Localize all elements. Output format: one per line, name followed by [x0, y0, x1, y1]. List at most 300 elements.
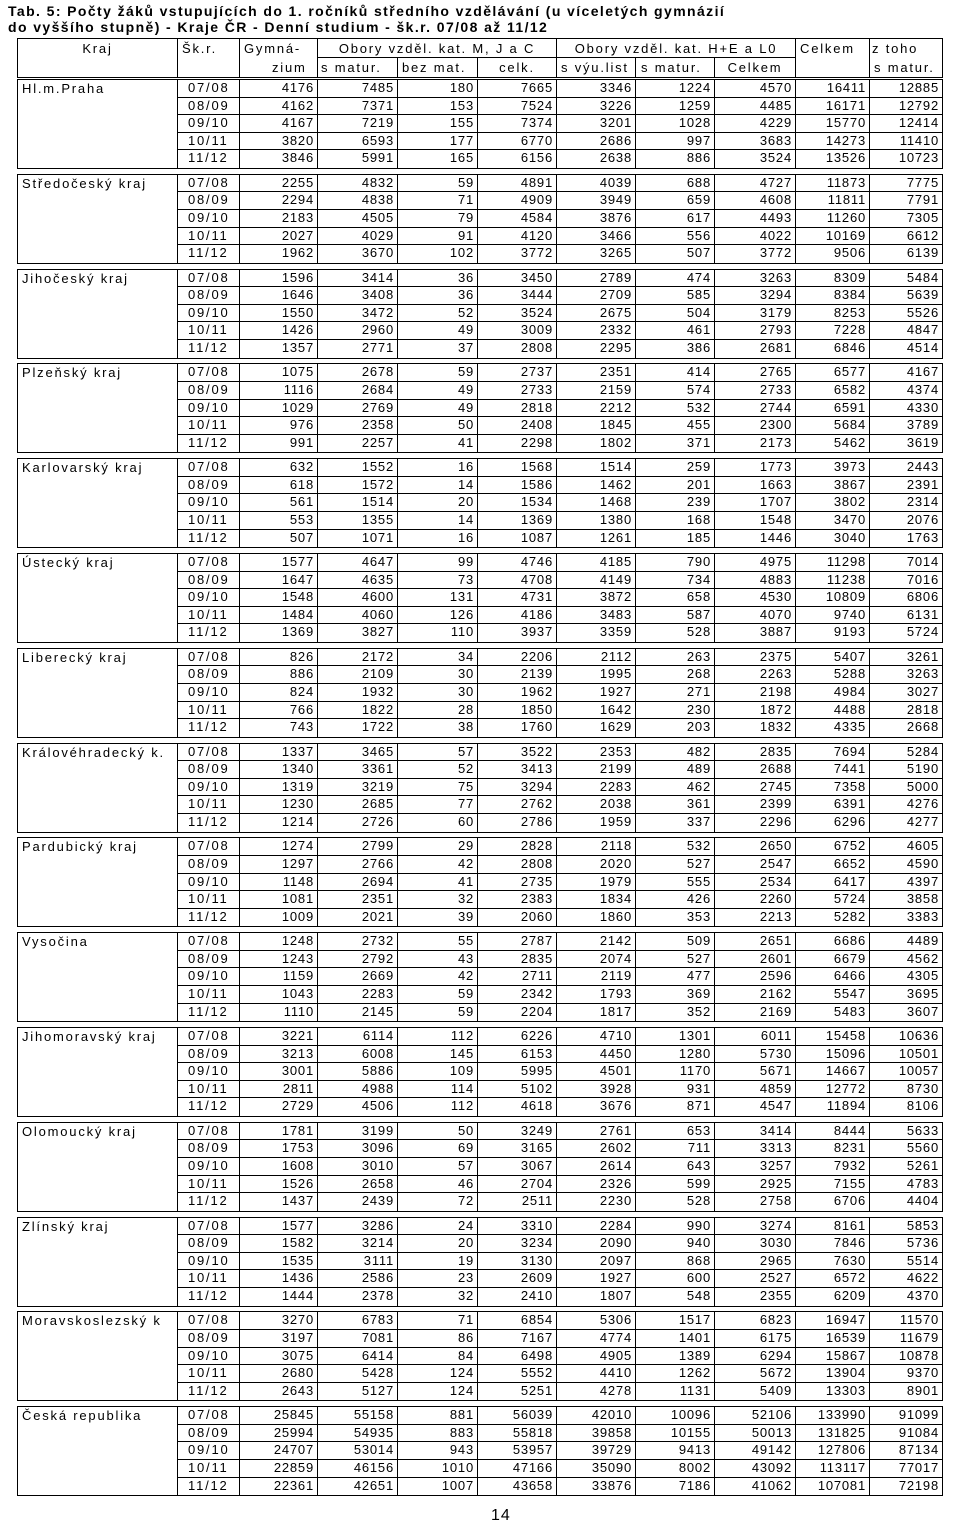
cell-school-year: 10/11: [178, 1460, 240, 1477]
cell-mjc-bez-mat: 59: [398, 175, 478, 192]
cell-mjc-s-matur: 55158: [318, 1407, 398, 1424]
cell-hel-s-vyu-list: 2351: [557, 364, 636, 381]
cell-z-toho-s-matur: 5190: [906, 761, 939, 777]
region-block: [17, 1122, 943, 1212]
cell-celkem: 6752: [796, 838, 870, 855]
table-row: [178, 245, 942, 263]
cell-school-year: 07/08: [178, 1312, 240, 1329]
cell-mjc-s-matur: 6414: [318, 1348, 398, 1365]
cell-school-year: 09/10: [178, 1253, 240, 1270]
cell-z-toho-s-matur: 12885: [898, 80, 939, 95]
region-name: Ústecký kraj: [18, 554, 178, 642]
cell-z-toho-s-matur: 3027: [906, 683, 939, 699]
cell-mjc-celk: 4731: [478, 589, 557, 606]
cell-school-year: 09/10: [178, 494, 240, 511]
cell-mjc-bez-mat: 60: [398, 814, 478, 832]
cell-gymnazium: 632: [240, 459, 318, 476]
cell-mjc-celk: 56039: [478, 1407, 557, 1424]
cell-mjc-bez-mat: 50: [398, 417, 478, 434]
cell-z-toho-s-matur: 10501: [898, 1045, 939, 1061]
cell-z-toho-s-matur: 4590: [906, 855, 939, 871]
cell-mjc-celk: 2818: [478, 400, 557, 417]
table-row: [178, 1442, 942, 1460]
cell-mjc-s-matur: 2799: [318, 838, 398, 855]
cell-school-year: 11/12: [178, 909, 240, 927]
cell-hel-celkem: 4530: [715, 589, 796, 606]
cell-mjc-bez-mat: 75: [398, 779, 478, 796]
cell-mjc-celk: 4120: [478, 228, 557, 245]
cell-hel-s-vyu-list: 4774: [557, 1330, 636, 1347]
cell-z-toho-s-matur: 10636: [898, 1027, 939, 1043]
cell-celkem: 16539: [796, 1330, 870, 1347]
cell-hel-celkem: 43092: [715, 1460, 796, 1477]
cell-hel-celkem: 4727: [715, 175, 796, 192]
cell-celkem: 8161: [796, 1218, 870, 1235]
cell-mjc-bez-mat: 41: [398, 435, 478, 453]
cell-z-toho-s-matur: 5633: [906, 1122, 939, 1138]
cell-gymnazium: 2811: [240, 1081, 318, 1098]
cell-mjc-bez-mat: 16: [398, 459, 478, 476]
cell-z-toho-s-matur: 3789: [906, 417, 939, 433]
cell-gymnazium: 1075: [240, 364, 318, 381]
cell-school-year: 11/12: [178, 340, 240, 358]
cell-hel-s-matur: 532: [636, 838, 715, 855]
header-hel-s-vyu-list: s výu.list: [557, 58, 636, 77]
region-rows: [178, 838, 942, 926]
table-row: [178, 305, 942, 323]
cell-mjc-celk: 3009: [478, 322, 557, 339]
cell-hel-s-matur: 931: [636, 1081, 715, 1098]
cell-celkem: 9193: [796, 624, 870, 642]
cell-mjc-celk: 1586: [478, 477, 557, 494]
cell-hel-s-vyu-list: 3676: [557, 1098, 636, 1116]
cell-mjc-bez-mat: 72: [398, 1193, 478, 1211]
cell-hel-s-vyu-list: 2112: [557, 649, 636, 666]
table-row: [178, 1004, 942, 1022]
cell-mjc-bez-mat: 24: [398, 1218, 478, 1235]
cell-mjc-celk: 53957: [478, 1442, 557, 1459]
cell-hel-s-matur: 263: [636, 649, 715, 666]
cell-mjc-s-matur: 2283: [318, 986, 398, 1003]
table-row: [178, 417, 942, 435]
cell-z-toho-s-matur: 4370: [906, 1287, 939, 1303]
cell-z-toho-s-matur: 6612: [906, 227, 939, 243]
table-row: [178, 512, 942, 530]
cell-hel-celkem: 2173: [715, 435, 796, 453]
region-rows: [178, 554, 942, 642]
cell-z-toho-s-matur: 6806: [906, 589, 939, 605]
cell-hel-s-vyu-list: 4501: [557, 1063, 636, 1080]
cell-mjc-celk: 5251: [478, 1383, 557, 1401]
cell-hel-s-vyu-list: 3876: [557, 210, 636, 227]
cell-z-toho-s-matur: 72198: [898, 1477, 939, 1493]
cell-hel-s-vyu-list: 2097: [557, 1253, 636, 1270]
cell-hel-celkem: 3263: [715, 270, 796, 287]
cell-gymnazium: 2294: [240, 192, 318, 209]
cell-hel-celkem: 3030: [715, 1235, 796, 1252]
cell-gymnazium: 1029: [240, 400, 318, 417]
cell-hel-s-matur: 548: [636, 1288, 715, 1306]
cell-school-year: 07/08: [178, 649, 240, 666]
cell-school-year: 07/08: [178, 744, 240, 761]
cell-gymnazium: 4176: [240, 80, 318, 97]
cell-mjc-celk: 43658: [478, 1478, 557, 1496]
cell-hel-s-matur: 203: [636, 719, 715, 737]
cell-hel-s-vyu-list: 1462: [557, 477, 636, 494]
cell-hel-s-vyu-list: 35090: [557, 1460, 636, 1477]
header-gymnazium: [240, 39, 318, 77]
cell-gymnazium: 3820: [240, 133, 318, 150]
cell-mjc-s-matur: 6783: [318, 1312, 398, 1329]
cell-hel-celkem: 2260: [715, 891, 796, 908]
cell-z-toho-s-matur: 7305: [906, 209, 939, 225]
cell-z-toho-s-matur: 4605: [906, 838, 939, 854]
cell-hel-celkem: 3772: [715, 245, 796, 263]
cell-mjc-celk: 1568: [478, 459, 557, 476]
cell-hel-s-vyu-list: 2638: [557, 150, 636, 168]
cell-school-year: 07/08: [178, 80, 240, 97]
cell-hel-s-matur: 527: [636, 951, 715, 968]
region-name: Jihočeský kraj: [18, 270, 178, 358]
table-row: [178, 80, 942, 98]
cell-mjc-s-matur: 2685: [318, 796, 398, 813]
cell-hel-s-vyu-list: 1834: [557, 891, 636, 908]
cell-hel-celkem: 2835: [715, 744, 796, 761]
region-rows: [178, 459, 942, 547]
cell-hel-celkem: 2355: [715, 1288, 796, 1306]
cell-celkem: 4488: [796, 702, 870, 719]
cell-school-year: 11/12: [178, 1098, 240, 1116]
cell-z-toho-s-matur: 12414: [898, 115, 939, 131]
header-group-mjc: Obory vzděl. kat. M, J a C: [318, 39, 557, 58]
cell-mjc-s-matur: 4832: [318, 175, 398, 192]
cell-mjc-s-matur: 1514: [318, 494, 398, 511]
cell-mjc-celk: 5102: [478, 1081, 557, 1098]
cell-mjc-bez-mat: 79: [398, 210, 478, 227]
header-z-toho: [870, 39, 942, 77]
region-block: [17, 1217, 943, 1307]
cell-gymnazium: 1437: [240, 1193, 318, 1211]
region-name: Liberecký kraj: [18, 649, 178, 737]
cell-z-toho-s-matur: 7016: [906, 571, 939, 587]
cell-mjc-bez-mat: 73: [398, 572, 478, 589]
cell-school-year: 10/11: [178, 1270, 240, 1287]
cell-mjc-celk: 3234: [478, 1235, 557, 1252]
cell-z-toho-s-matur: 5560: [906, 1140, 939, 1156]
cell-school-year: 08/09: [178, 856, 240, 873]
cell-hel-s-vyu-list: 2284: [557, 1218, 636, 1235]
cell-mjc-s-matur: 2257: [318, 435, 398, 453]
cell-mjc-bez-mat: 49: [398, 322, 478, 339]
cell-hel-s-vyu-list: 1514: [557, 459, 636, 476]
cell-mjc-celk: 2828: [478, 838, 557, 855]
cell-celkem: 11811: [796, 192, 870, 209]
table-row: [178, 968, 942, 986]
table-row: [178, 400, 942, 418]
cell-school-year: 09/10: [178, 1063, 240, 1080]
cell-mjc-bez-mat: 180: [398, 80, 478, 97]
cell-hel-celkem: 2399: [715, 796, 796, 813]
cell-gymnazium: 1548: [240, 589, 318, 606]
cell-celkem: 7441: [796, 761, 870, 778]
cell-z-toho-s-matur: 91084: [898, 1424, 939, 1440]
cell-z-toho-s-matur: 5484: [906, 269, 939, 285]
cell-school-year: 09/10: [178, 779, 240, 796]
cell-celkem: 7358: [796, 779, 870, 796]
cell-celkem: 107081: [796, 1478, 870, 1496]
cell-mjc-celk: 2060: [478, 909, 557, 927]
cell-hel-s-matur: 1224: [636, 80, 715, 97]
cell-hel-s-matur: 585: [636, 287, 715, 304]
cell-hel-s-matur: 168: [636, 512, 715, 529]
cell-mjc-s-matur: 4635: [318, 572, 398, 589]
cell-gymnazium: 1577: [240, 1218, 318, 1235]
cell-school-year: 09/10: [178, 589, 240, 606]
cell-hel-celkem: 3274: [715, 1218, 796, 1235]
cell-gymnazium: 1436: [240, 1270, 318, 1287]
cell-hel-celkem: 2744: [715, 400, 796, 417]
cell-mjc-s-matur: 2145: [318, 1004, 398, 1022]
region-block: [17, 458, 943, 548]
cell-mjc-s-matur: 7219: [318, 115, 398, 132]
cell-hel-s-vyu-list: 2789: [557, 270, 636, 287]
region-rows: [178, 80, 942, 168]
cell-school-year: 10/11: [178, 702, 240, 719]
cell-gymnazium: 2255: [240, 175, 318, 192]
cell-mjc-celk: 4618: [478, 1098, 557, 1116]
cell-hel-s-matur: 489: [636, 761, 715, 778]
cell-school-year: 08/09: [178, 1140, 240, 1157]
cell-hel-s-matur: 940: [636, 1235, 715, 1252]
cell-mjc-celk: 3310: [478, 1218, 557, 1235]
cell-hel-s-matur: 997: [636, 133, 715, 150]
cell-hel-celkem: 4975: [715, 554, 796, 571]
cell-hel-s-matur: 711: [636, 1140, 715, 1157]
cell-hel-s-matur: 10096: [636, 1407, 715, 1424]
cell-mjc-celk: 5552: [478, 1365, 557, 1382]
cell-mjc-celk: 6854: [478, 1312, 557, 1329]
table-row: [178, 133, 942, 151]
cell-mjc-bez-mat: 71: [398, 1312, 478, 1329]
cell-mjc-s-matur: 4600: [318, 589, 398, 606]
cell-mjc-bez-mat: 37: [398, 340, 478, 358]
cell-mjc-s-matur: 53014: [318, 1442, 398, 1459]
table-row: [178, 761, 942, 779]
cell-hel-s-matur: 527: [636, 856, 715, 873]
cell-hel-s-vyu-list: 2614: [557, 1158, 636, 1175]
cell-gymnazium: 1116: [240, 382, 318, 399]
cell-mjc-celk: 4708: [478, 572, 557, 589]
page-title-line2: do vyššího stupně) - Kraje ČR - Denní studium - šk.r. 07/08 až 11/12: [8, 19, 549, 35]
cell-z-toho-s-matur: 1763: [906, 529, 939, 545]
table-row: [178, 364, 942, 382]
table-row: [178, 1235, 942, 1253]
cell-celkem: 13904: [796, 1365, 870, 1382]
cell-mjc-celk: 1087: [478, 530, 557, 548]
cell-hel-celkem: 2198: [715, 684, 796, 701]
cell-hel-celkem: 2300: [715, 417, 796, 434]
table-row: [178, 589, 942, 607]
cell-celkem: 16411: [796, 80, 870, 97]
cell-celkem: 5724: [796, 891, 870, 908]
cell-hel-celkem: 2793: [715, 322, 796, 339]
cell-hel-celkem: 2651: [715, 933, 796, 950]
cell-hel-s-vyu-list: 1802: [557, 435, 636, 453]
header-school-year: Šk.r.: [178, 39, 240, 77]
cell-gymnazium: 1962: [240, 245, 318, 263]
cell-z-toho-s-matur: 2818: [906, 701, 939, 717]
cell-mjc-celk: 1962: [478, 684, 557, 701]
cell-celkem: 8444: [796, 1123, 870, 1140]
cell-mjc-s-matur: 2109: [318, 666, 398, 683]
cell-gymnazium: 2729: [240, 1098, 318, 1116]
cell-z-toho-s-matur: 6131: [906, 606, 939, 622]
cell-hel-s-matur: 659: [636, 192, 715, 209]
cell-gymnazium: 1159: [240, 968, 318, 985]
cell-celkem: 15458: [796, 1028, 870, 1045]
region-rows: [178, 933, 942, 1021]
cell-school-year: 07/08: [178, 933, 240, 950]
table-row: [178, 1176, 942, 1194]
cell-gymnazium: 3075: [240, 1348, 318, 1365]
cell-gymnazium: 2680: [240, 1365, 318, 1382]
cell-celkem: 3040: [796, 530, 870, 548]
cell-celkem: 4335: [796, 719, 870, 737]
cell-hel-celkem: 1548: [715, 512, 796, 529]
cell-hel-s-vyu-list: 1860: [557, 909, 636, 927]
cell-school-year: 08/09: [178, 287, 240, 304]
region-name: Plzeňský kraj: [18, 364, 178, 452]
table-row: [178, 986, 942, 1004]
table-row: [178, 1288, 942, 1306]
cell-z-toho-s-matur: 5853: [906, 1217, 939, 1233]
cell-celkem: 14273: [796, 133, 870, 150]
cell-school-year: 08/09: [178, 951, 240, 968]
region-name: Karlovarský kraj: [18, 459, 178, 547]
cell-school-year: 07/08: [178, 838, 240, 855]
cell-mjc-s-matur: 2684: [318, 382, 398, 399]
cell-celkem: 16947: [796, 1312, 870, 1329]
cell-mjc-celk: 3165: [478, 1140, 557, 1157]
region-name: Jihomoravský kraj: [18, 1028, 178, 1116]
cell-hel-celkem: 4883: [715, 572, 796, 589]
region-block: [17, 1027, 943, 1117]
cell-hel-s-vyu-list: 42010: [557, 1407, 636, 1424]
cell-school-year: 10/11: [178, 1176, 240, 1193]
cell-celkem: 7630: [796, 1253, 870, 1270]
cell-hel-s-matur: 352: [636, 1004, 715, 1022]
table-row: [178, 1158, 942, 1176]
cell-celkem: 6572: [796, 1270, 870, 1287]
cell-hel-celkem: 6294: [715, 1348, 796, 1365]
cell-hel-s-vyu-list: 39858: [557, 1425, 636, 1442]
cell-hel-s-matur: 1262: [636, 1365, 715, 1382]
cell-hel-s-vyu-list: 2283: [557, 779, 636, 796]
cell-mjc-bez-mat: 177: [398, 133, 478, 150]
cell-hel-s-matur: 868: [636, 1253, 715, 1270]
cell-gymnazium: 1274: [240, 838, 318, 855]
table-row: [178, 909, 942, 927]
cell-mjc-s-matur: 42651: [318, 1478, 398, 1496]
cell-z-toho-s-matur: 9370: [906, 1365, 939, 1381]
cell-celkem: 127806: [796, 1442, 870, 1459]
cell-mjc-s-matur: 6008: [318, 1046, 398, 1063]
cell-gymnazium: 25845: [240, 1407, 318, 1424]
cell-celkem: 7228: [796, 322, 870, 339]
cell-hel-celkem: 5730: [715, 1046, 796, 1063]
cell-celkem: 8309: [796, 270, 870, 287]
cell-school-year: 08/09: [178, 1425, 240, 1442]
cell-hel-s-vyu-list: 4710: [557, 1028, 636, 1045]
cell-school-year: 11/12: [178, 245, 240, 263]
cell-school-year: 09/10: [178, 305, 240, 322]
cell-mjc-celk: 7665: [478, 80, 557, 97]
table-row: [178, 175, 942, 193]
cell-gymnazium: 1582: [240, 1235, 318, 1252]
cell-mjc-celk: 2735: [478, 874, 557, 891]
cell-mjc-celk: 2609: [478, 1270, 557, 1287]
cell-z-toho-s-matur: 8730: [906, 1080, 939, 1096]
cell-hel-celkem: 6011: [715, 1028, 796, 1045]
cell-mjc-celk: 2808: [478, 340, 557, 358]
cell-gymnazium: 1647: [240, 572, 318, 589]
cell-hel-celkem: 3257: [715, 1158, 796, 1175]
cell-mjc-bez-mat: 38: [398, 719, 478, 737]
cell-mjc-bez-mat: 52: [398, 761, 478, 778]
cell-celkem: 6686: [796, 933, 870, 950]
cell-hel-s-vyu-list: 3265: [557, 245, 636, 263]
cell-school-year: 08/09: [178, 98, 240, 115]
cell-gymnazium: 507: [240, 530, 318, 548]
cell-gymnazium: 1426: [240, 322, 318, 339]
table-row: [178, 1270, 942, 1288]
cell-z-toho-s-matur: 5639: [906, 287, 939, 303]
cell-hel-s-vyu-list: 3483: [557, 607, 636, 624]
cell-hel-s-vyu-list: 1979: [557, 874, 636, 891]
cell-hel-s-matur: 482: [636, 744, 715, 761]
cell-hel-s-matur: 528: [636, 1193, 715, 1211]
cell-celkem: 6846: [796, 340, 870, 358]
region-rows: [178, 270, 942, 358]
cell-mjc-s-matur: 3199: [318, 1123, 398, 1140]
cell-hel-celkem: 1872: [715, 702, 796, 719]
table-row: [178, 856, 942, 874]
cell-gymnazium: 1753: [240, 1140, 318, 1157]
cell-mjc-s-matur: 1355: [318, 512, 398, 529]
cell-hel-celkem: 2534: [715, 874, 796, 891]
cell-celkem: 5462: [796, 435, 870, 453]
cell-gymnazium: 1110: [240, 1004, 318, 1022]
cell-school-year: 11/12: [178, 1004, 240, 1022]
cell-z-toho-s-matur: 4330: [906, 399, 939, 415]
cell-z-toho-s-matur: 5724: [906, 624, 939, 640]
cell-z-toho-s-matur: 91099: [898, 1407, 939, 1423]
region-block: [17, 269, 943, 359]
cell-celkem: 16171: [796, 98, 870, 115]
cell-mjc-s-matur: 2351: [318, 891, 398, 908]
cell-mjc-bez-mat: 59: [398, 1004, 478, 1022]
cell-school-year: 07/08: [178, 175, 240, 192]
cell-mjc-celk: 2383: [478, 891, 557, 908]
cell-z-toho-s-matur: 3695: [906, 985, 939, 1001]
cell-gymnazium: 3213: [240, 1046, 318, 1063]
table-row: [178, 607, 942, 625]
cell-hel-s-matur: 271: [636, 684, 715, 701]
cell-school-year: 09/10: [178, 1348, 240, 1365]
cell-mjc-celk: 6153: [478, 1046, 557, 1063]
cell-mjc-celk: 6498: [478, 1348, 557, 1365]
cell-hel-s-vyu-list: 2118: [557, 838, 636, 855]
